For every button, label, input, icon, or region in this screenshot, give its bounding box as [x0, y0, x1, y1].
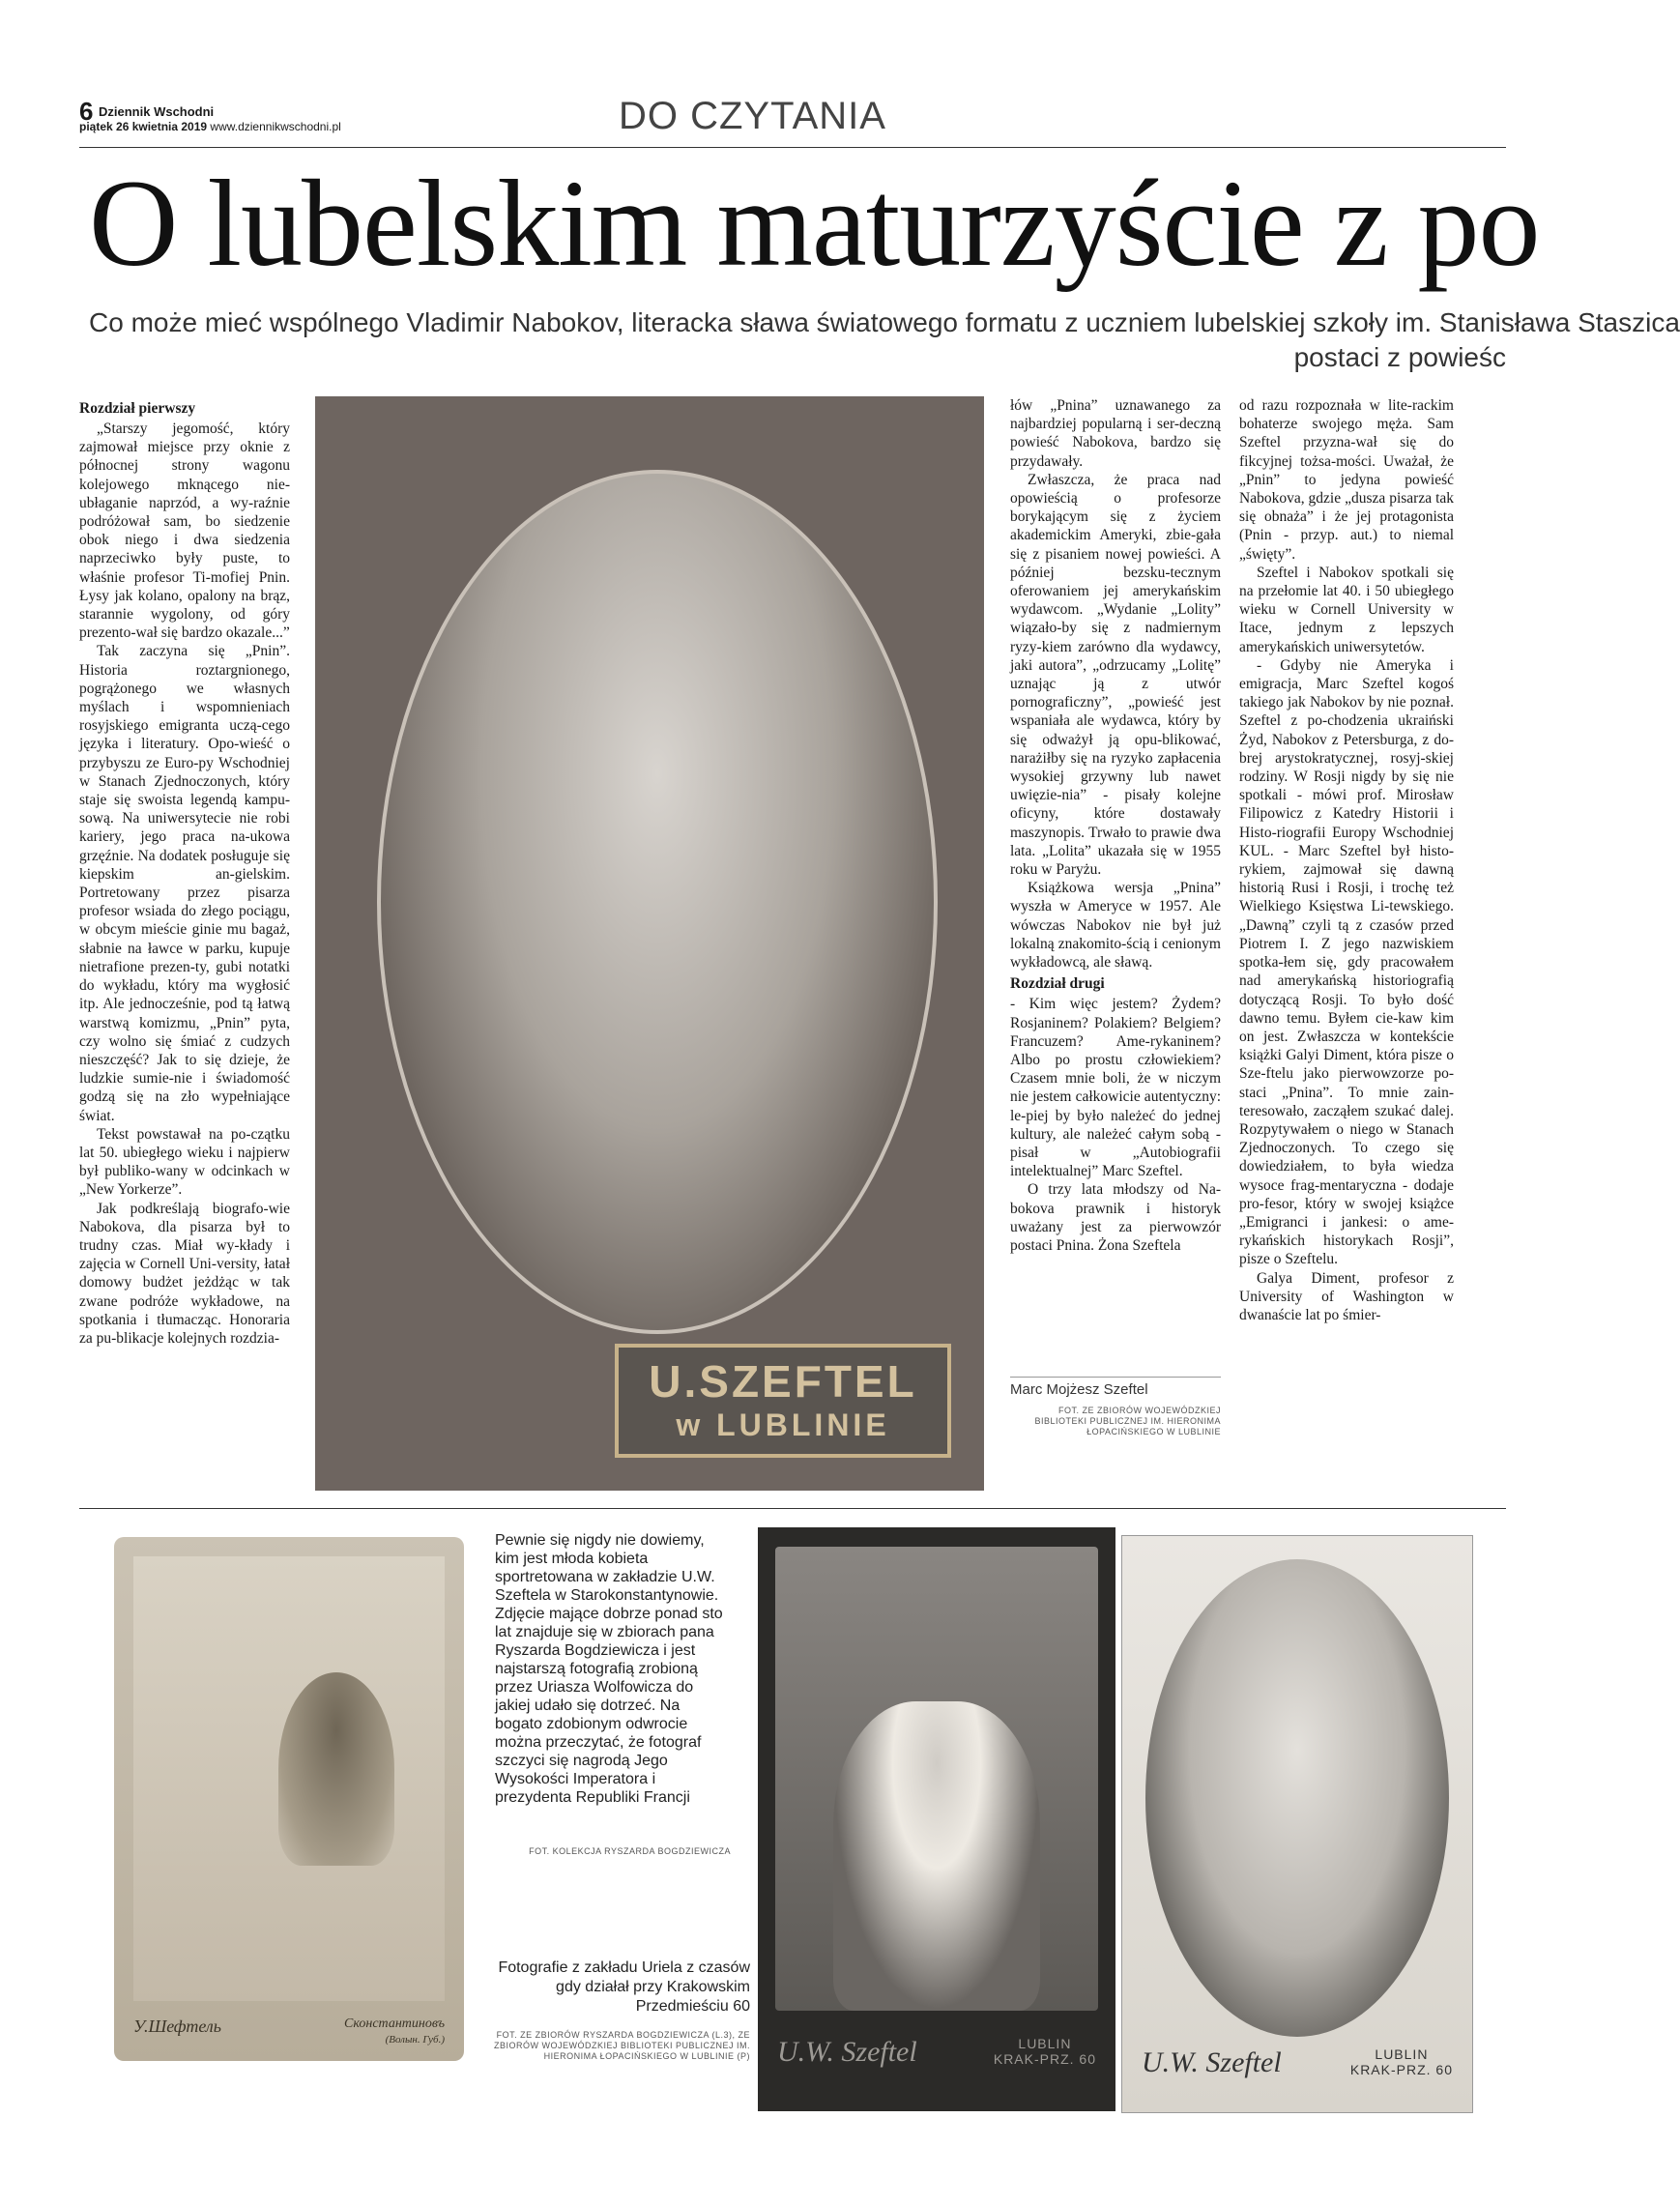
- card-city: [344, 2016, 445, 2047]
- main-photo-boy-portrait: [315, 396, 984, 1491]
- paragraph: łów „Pnina” uznawanego za najbardziej popularną i ser-deczną powieść Nabokova, bardzo się przydawały.: [1010, 397, 1221, 470]
- card-city-name: Сконстантиновъ: [344, 2016, 445, 2031]
- lead-paragraph: [89, 305, 1680, 375]
- photo-card-young-woman: [114, 1537, 464, 2061]
- card-location: [994, 2036, 1096, 2069]
- card-city-sub: (Волын. Губ.): [385, 2034, 445, 2045]
- article-column-2: [1010, 396, 1221, 1255]
- paragraph: Jak podkreślają biografo-wie Nabokova, dla pisarza był to trudny czas. Miał wy-kłady i zajęcia w Cornell Uni-versity, łatał domowy budżet jeżdżąc w tak zwane podróże wykładowe, na spotkania i tłumacząc. Honoraria za pu-blikacje kolejnych rozdzia-: [79, 1200, 290, 1347]
- date-text: piątek 26 kwietnia 2019: [79, 120, 208, 133]
- card-imprint: [777, 2036, 1096, 2069]
- card-imprint: [133, 2016, 445, 2047]
- site-url[interactable]: www.dziennikwschodni.pl: [210, 120, 341, 133]
- lead-line-1: Co może mieć wspólnego Vladimir Nabokov, literacka sława światowego formatu z uczniem lubelskiej szkoły im. Stanisława Staszica: [89, 307, 1680, 337]
- paragraph: „Starszy jegomość, który zajmował miejsce przy oknie z północnej strony wagonu kolejowego mknącego nie-ubłaganie naprzód, a wy-raźnie podróżował sam, bo siedzenie obok niego i dwa siedzenia naprzeciwko były puste, to właśnie profesor Ti-mofiej Pnin. Łysy jak kolano, opalony na brąz, starannie wygolony, od góry prezento-wał się bardzo okazale...”: [79, 421, 290, 642]
- article-column-3: [1239, 396, 1454, 1324]
- paragraph: Galya Diment, profesor z University of Washington w dwanaście lat po śmier-: [1239, 1269, 1454, 1323]
- paragraph: - Kim więc jestem? Żydem? Rosjaninem? Polakiem? Belgiem? Francuzem? Ame-rykaninem? Albo po prostu człowiekiem? Czasem mnie boli, że w niczym nie jestem całkowicie autentyczny: le-piej by było należeć do jednej kultury, ale należeć całym sobą - pisał w „Autobiografii intelektualnej” Marc Szeftel.: [1010, 996, 1221, 1180]
- stamp-name: U.SZEFTEL: [649, 1356, 917, 1407]
- top-divider: [79, 147, 1506, 148]
- paragraph: Zwłaszcza, że praca nad opowieścią o profesorze borykającym się z życiem akademickim Ameryki, zbie-gała się z pisaniem nowej powieści. A później bezsku-tecznym oferowaniem jej amerykańskim wydawcom. „Wydanie „Lolity” wiązało-by się z nadmiernym ryzy-kiem zarówno dla wydawcy, jaki autora”, „odrzucamy „Lolitę” uznając ją z utwór pornograficzny”, „powieść jest wspaniała ale wydawca, który by się odważył ją opu-blikować, narażiłby się na ryzyko zapłacenia wysokiej grzywny lub nawet uwięzie-nia” - pisały kolejne oficyny, które dostawały maszynopis. Trwało to prawie dwa lata. „Lolita” ukazała się w 1955 roku w Paryżu.: [1010, 471, 1221, 879]
- stamp-city: w LUBLINIE: [676, 1407, 890, 1442]
- gallery-credit-2: FOT. ZE ZBIORÓW RYSZARDA BOGDZIEWICZA (L.3), ZE ZBIORÓW WOJEWÓDZKIEJ BIBLIOTEKI PUBLICZNEJ IM. HIERONIMA ŁOPACIŃSKIEGO W LUBLINIE (P): [493, 2030, 750, 2061]
- portrait-oval: [377, 470, 938, 1334]
- card-location-street: KRAK-PRZ. 60: [993, 2051, 1096, 2067]
- photo-card-nun: [758, 1527, 1115, 2111]
- paper-name: Dziennik Wschodni: [99, 104, 215, 119]
- card-location-street: KRAK-PRZ. 60: [1349, 2062, 1453, 2077]
- woman-portrait: [278, 1672, 394, 1866]
- photo-credit-main: FOT. ZE ZBIORÓW WOJEWÓDZKIEJ BIBLIOTEKI PUBLICZNEJ IM. HIERONIMA ŁOPACIŃSKIEGO W LUBLINIE: [1034, 1406, 1221, 1436]
- card-photo-area: [133, 1556, 445, 2001]
- paragraph: Tekst powstawał na po-czątku lat 50. ubiegłego wieku i najpierw był publiko-wany w odcinkach w „New Yorkerze”.: [79, 1125, 290, 1199]
- baby-portrait: [1145, 1559, 1449, 2037]
- page-number: 6: [79, 97, 94, 126]
- card-signature: U.W. Szeftel: [777, 2036, 917, 2068]
- card-location: [1350, 2046, 1453, 2079]
- photo-card-baby: [1121, 1535, 1473, 2113]
- card-photo-area: [775, 1547, 1098, 2011]
- gallery-divider: [79, 1508, 1506, 1509]
- photographer-stamp: [615, 1344, 951, 1458]
- section-title: DO CZYTANIA: [619, 95, 886, 137]
- card-signature: У.Шефтель: [133, 2016, 221, 2036]
- card-location-city: LUBLIN: [1375, 2046, 1429, 2062]
- headline: O lubelskim maturzyście z po: [89, 155, 1540, 292]
- paragraph: Tak zaczyna się „Pnin”. Historia roztargnionego, pogrążonego we własnych myślach i wspomnieniach rosyjskiego emigranta uczą-cego języka i literatury. Opo-wieść o przybyszu ze Euro-py Wschodniej w Stanach Zjednoczonych, który staje się swoista legendą kampu-sową. Na uniwersytecie nie robi kariery, jego praca na-ukowa grzęźnie. Na dodatek posługuje się kiepskim an-gielskim. Portretowany przez pisarza profesor wsiada do złego pociągu, w obcym mieście ginie mu bagaż, słabnie na ławce w parku, kupuje nietrafione prezen-ty, gubi notatki do wykładu, który ma wygłosić itp. Ale jednocześnie, pod tą łatwą warstwą komizmu, „Pnin” pyta, czy wolno się śmiać z cudzych nieszczęść? Jak to się dzieje, że ludzkie sumie-nie i świadomość godzą się na zło wypełniające świat.: [79, 643, 290, 1124]
- article-column-1: [79, 396, 290, 1348]
- nun-portrait: [833, 1701, 1040, 2011]
- paragraph: O trzy lata młodszy od Na-bokova prawnik i historyk uważany jest za pierwowzór postaci Pnina. Żona Szeftela: [1010, 1181, 1221, 1254]
- paragraph: Książkowa wersja „Pnina” wyszła w Ameryce w 1957. Ale wówczas Nabokov nie był już lokalną znakomito-ścią i cenionym wykładowcą, ale sławą.: [1010, 880, 1221, 972]
- card-imprint: [1142, 2046, 1453, 2079]
- gallery-credit-1: FOT. KOLEKCJA RYSZARDA BOGDZIEWICZA: [529, 1846, 731, 1856]
- photo-caption-szeftel: Marc Mojżesz Szeftel: [1010, 1377, 1221, 1398]
- card-location-city: LUBLIN: [1018, 2036, 1072, 2051]
- chapter-heading-1: Rozdział pierwszy: [79, 400, 196, 417]
- lead-line-2: postaci z powieśc: [1293, 342, 1506, 372]
- paragraph: od razu rozpoznała w lite-rackim bohaterze swojego męża. Sam Szeftel przyzna-wał się do fikcyjnej tożsa-mości. Uważał, że „Pnin” to jedyna powieść Nabokova, gdzie „dusza pisarza tak się obnaża” i że jej protagonista (Pnin - przyp. aut.) to niemal „święty”.: [1239, 397, 1454, 563]
- paragraph: Szeftel i Nabokov spotkali się na przełomie lat 40. i 50 ubiegłego wieku w Cornell University w Itace, jednym z lepszych amerykańskich uniwersytetów.: [1239, 564, 1454, 655]
- card-signature: U.W. Szeftel: [1142, 2046, 1282, 2078]
- chapter-heading-2: Rozdział drugi: [1010, 975, 1105, 993]
- gallery-caption-1: Pewnie się nigdy nie dowiemy, kim jest młoda kobieta sportretowana w zakładzie U.W. Szeftela w Starokonstantynowie. Zdjęcie mające dobrze ponad sto lat znajduje się w zbiorach pana Ryszarda Bogdziewicza i jest najstarszą fotografią zrobioną przez Uriasza Wolfowicza do jakiej udało się dotrzeć. Na bogato zdobionym odwrocie można przeczytać, że fotograf szczyci się nagrodą Jego Wysokości Imperatora i prezydenta Republiki Francji: [495, 1532, 723, 1806]
- issue-date: [79, 120, 341, 133]
- gallery-caption-2: Fotografie z zakładu Uriela z czasów gdy działał przy Krakowskim Przedmieściu 60: [498, 1959, 750, 2015]
- paragraph: - Gdyby nie Ameryka i emigracja, Marc Szeftel kogoś takiego jak Nabokov by nie poznał. Szeftel z po-chodzenia ukraiński Żyd, Nabokov z Petersburga, z do-brej arystokratycznej, rosyj-skiej rodziny. W Rosji nigdy by się nie spotkali - mówi prof. Mirosław Filipowicz z Katedry Historii i Histo-riografii Europy Wschodniej KUL. - Marc Szeftel był histo-rykiem, zajmował się dawną historią Rusi i Rosji, i trochę też Wielkiego Księstwa Li-tewskiego. „Dawną” czyli tą z czasów przed Piotrem I. Z jego nazwiskiem spotka-łem się, gdy pracowałem nad amerykańską historiografią dotyczącą Rosji. To było dość dawno temu. Byłem cie-kaw kim on jest. Zwłaszcza w kontekście książki Galyi Diment, która pisze o Sze-ftelu jako pierwowzorze po-staci „Pnina”. To mnie zain-teresowało, zacząłem szukać dalej. Rozpytywałem o niego w Stanach Zjednoczonych. To czego się dowiedziałem, to była wiedza wysoce frag-mentaryczna - dodaje pro-fesor, który w swojej książce „Emigranci i jankesi: o ame-rykańskich historykach Rosji”, pisze o Szeftelu.: [1239, 656, 1454, 1268]
